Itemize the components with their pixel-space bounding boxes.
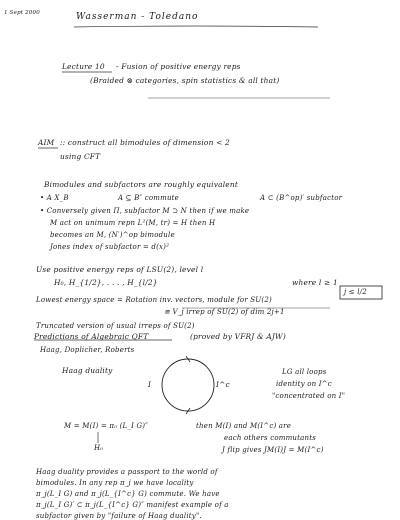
bimodules-line-3: • Conversely given Π, subfactor M ⊃ N then if we make bbox=[40, 207, 250, 215]
lg-line-1: LG all loops bbox=[282, 368, 327, 376]
reps-line-1: Use positive energy reps of LSU(2), level l bbox=[36, 265, 204, 274]
bimodules-line-2a: • A X_B bbox=[40, 194, 69, 202]
circle-label-i: I bbox=[148, 380, 152, 389]
closing-line-4: π_j(L_I G)′ ⊂ π_j(L_{I^c} G)″ manifest example of a bbox=[36, 501, 229, 509]
bimodules-line-6: Jones index of subfactor = d(x)² bbox=[50, 243, 170, 251]
haag-duality-label: Haag duality bbox=[62, 366, 113, 375]
then-line-1: then M(I) and M(I^c) are bbox=[196, 422, 292, 430]
closing-line-5: subfactor given by "failure of Haag duality". bbox=[36, 512, 202, 520]
page-title: Wasserman - Toledano bbox=[76, 12, 199, 22]
reps-line-3a: Lowest energy space = Rotation inv. vectors, module for SU(2) bbox=[36, 296, 272, 304]
bimodules-line-5: becomes an M, (N′)^op bimodule bbox=[50, 231, 175, 239]
bimodules-line-4: M act on unimum repn L²(M, tr) = H then H bbox=[50, 219, 216, 227]
closing-line-2: bimodules. In any rep π_j we have locality bbox=[36, 479, 194, 487]
aim-line-2: using CFT bbox=[60, 152, 101, 161]
reps-line-3b: ≅ V_j irrep of SU(2) of dim 2j+1 bbox=[164, 308, 285, 316]
bimodules-line-2c: A ⊂ (B^op)′ subfactor bbox=[260, 194, 343, 202]
reps-line-2b: where l ≥ 1 bbox=[292, 278, 338, 287]
then-line-3: J flip gives JM(I)J = M(I^c) bbox=[222, 446, 324, 454]
boxed-condition-text: j ≤ l/2 bbox=[344, 288, 367, 296]
bimodules-line-1: Bimodules and subfactors are roughly equivalent bbox=[44, 180, 238, 189]
h0-label: H₀ bbox=[94, 444, 104, 452]
predictions-title: Predictions of Algebraic QFT bbox=[34, 332, 149, 341]
bimodules-line-2b: A ⊆ B″ commute bbox=[118, 194, 180, 202]
lg-line-2: identity on I^c bbox=[276, 380, 332, 388]
closing-line-3: π_j(L_I G) and π_j(L_{I^c} G) commute. We have bbox=[36, 490, 220, 498]
lecture-label: Lecture 10 bbox=[62, 62, 105, 71]
closing-line-1: Haag duality provides a passport to the world of bbox=[36, 468, 218, 476]
then-line-2: each others commutants bbox=[224, 434, 317, 442]
date: 1 Sept 2000 bbox=[4, 10, 40, 16]
lg-line-3: "concentrated on I" bbox=[272, 392, 346, 400]
predictions-authors: Haag, Doplicher, Roberts bbox=[40, 346, 135, 354]
haag-circle bbox=[162, 359, 214, 411]
eq-line-1: M = M(I) = π₀ (L_I G)″ bbox=[64, 422, 149, 430]
reps-line-2: H₀, H_{1/2}, . . . , H_{l/2} bbox=[54, 278, 158, 287]
predictions-proved: (proved by VFRJ & AJW) bbox=[190, 332, 286, 341]
reps-line-4: Truncated version of usual irreps of SU(2) bbox=[36, 322, 195, 330]
aim-line-1: :: construct all bimodules of dimension < 2 bbox=[60, 138, 230, 147]
lecture-subtopic: (Braided ⊗ categories, spin statistics & all that) bbox=[90, 76, 280, 85]
aim-label: AIM bbox=[38, 138, 55, 147]
circle-label-ic: I^c bbox=[216, 380, 230, 389]
lecture-topic: - Fusion of positive energy reps bbox=[116, 62, 241, 71]
